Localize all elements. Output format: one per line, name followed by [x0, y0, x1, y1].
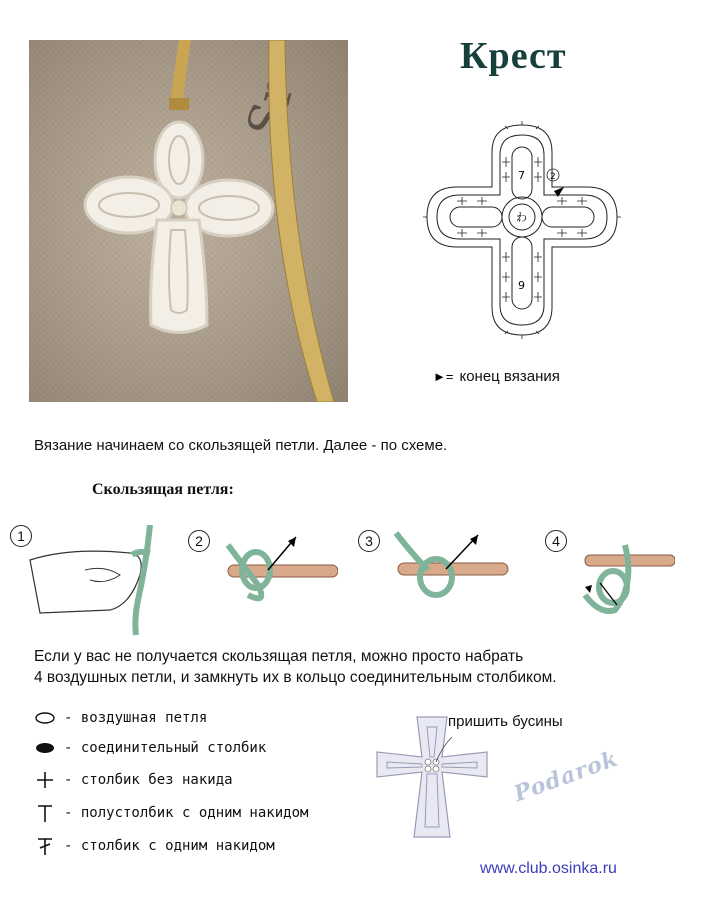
slip-step-2 [188, 525, 338, 625]
scheme-row-9: 9 [518, 279, 525, 292]
end-legend-text: конец вязания [459, 368, 560, 385]
end-arrow-icon: ►= [433, 369, 454, 384]
t-icon [30, 803, 60, 823]
crochet-scheme [422, 117, 622, 342]
hand-illustration [10, 525, 180, 640]
legend-double-crochet [30, 836, 275, 856]
legend-chain [30, 708, 207, 728]
step-number-3: 3 [358, 530, 380, 552]
legend-double-crochet-text: - столбик с одним накидом [64, 838, 275, 854]
slip-knot-heading: Скользящая петля: [92, 481, 234, 498]
step-number-4: 4 [545, 530, 567, 552]
note-line-1: Если у вас не получается скользящая петля, можно просто набрать [34, 648, 524, 665]
alternative-note [34, 646, 557, 688]
legend-single-crochet-text: - столбик без накида [64, 772, 233, 788]
end-legend [433, 368, 560, 385]
step-number-2: 2 [188, 530, 210, 552]
bead-note: пришить бусины [448, 713, 563, 730]
legend-slip-stitch-text: - соединительный столбик [64, 740, 267, 756]
ring-label: わ [516, 211, 527, 224]
legend-half-double [30, 803, 308, 823]
page-title: Крест [460, 35, 567, 77]
crossed-t-icon [30, 836, 60, 856]
step-number-1: 1 [10, 525, 32, 547]
slip-step-4 [545, 525, 675, 625]
slip-step-3 [358, 525, 518, 625]
site-link[interactable]: www.club.osinka.ru [480, 860, 617, 877]
oval-filled-icon [30, 738, 60, 758]
scheme-row-7: 7 [518, 169, 525, 182]
cross-photo [29, 40, 348, 402]
note-line-2: 4 воздушных петли, и замкнуть их в кольцо соединительным столбиком. [34, 669, 557, 686]
plus-icon [30, 770, 60, 790]
legend-half-double-text: - полустолбик с одним накидом [64, 805, 309, 821]
bead-cross-diagram [372, 712, 492, 842]
oval-outline-icon [30, 708, 60, 728]
intro-text: Вязание начинаем со скользящей петли. Далее - по схеме. [34, 437, 448, 454]
watermark: Podarok [510, 745, 622, 808]
legend-slip-stitch [30, 738, 266, 758]
slip-step-1 [10, 525, 180, 640]
legend-chain-text: - воздушная петля [64, 710, 208, 726]
legend-single-crochet [30, 770, 233, 790]
scheme-row-2: 2 [550, 172, 556, 182]
